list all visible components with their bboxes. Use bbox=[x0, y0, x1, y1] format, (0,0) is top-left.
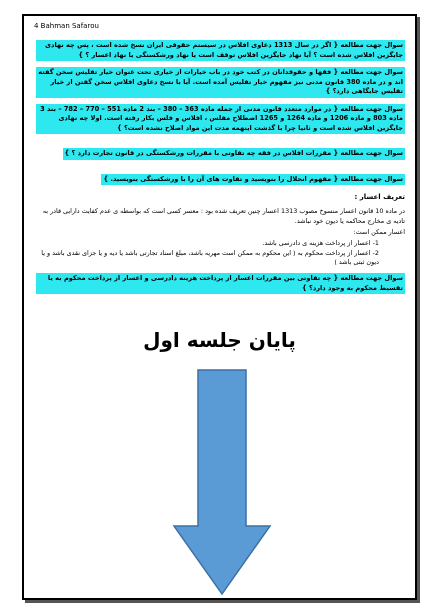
definition-list bbox=[36, 239, 393, 267]
page-content bbox=[36, 40, 405, 300]
study-question-3: سوال جهت مطالعه { در موارد متعدد قانون مدنی از جمله ماده 363 – 380 – بند 2 ماده 551 – 770 – 782 – بند 3 ماده 803 و ماده 1206 و ماده 1264 و 1265 اصطلاح مفلس ، افلاس و فلس بکار رفته است. اولا چه نهادی جایگزین افلاس شده است و ثانیا چرا با گذشت اینهمه مدت این مواد اصلاح نشده است؟ } bbox=[36, 104, 405, 135]
document-page bbox=[22, 14, 417, 600]
short-questions-2 bbox=[36, 166, 405, 192]
definition-intro: اعسار ممکن است: bbox=[353, 228, 405, 237]
list-item: 2- اعسار از پرداخت محکوم به ( این محکوم به ممکن است مهریه باشد، مبلغ اسناد تجارتی باشد یا دیه و یا جزای نقدی باشد و یا دیون ثبتی باشد ) bbox=[41, 248, 379, 266]
study-question-2: سوال جهت مطالعه { فقها و حقوقدانان در کتب خود در باب خیارات از خیاری تحت عنوان خیار تفلیس سخن گفته اند و در ماده 380 قانون مدنی نیز مفهوم خیار تفلیس آمده است. آیا با نسخ دعاوی افلاس سخن گفتن از خیار تفلیس جایگاهی دارد؟ } bbox=[36, 67, 405, 98]
list-item: 1- اعسار از پرداخت هزینه ی دادرسی باشد. bbox=[262, 239, 379, 248]
study-question-1: سوال جهت مطالعه { اگر در سال 1313 دعاوی افلاس در سیستم حقوقی ایران نسخ شده است ، پس چه نهادی جایگزین افلاس شده است ؟ آیا نهاد جایگزین افلاس توقف است یا نهاد ورشکستگی یا نهاد اعسار ؟ } bbox=[36, 40, 405, 61]
study-question-5: سوال جهت مطالعه { مفهوم انحلال را بنویسید و تفاوت های آن را با ورشکستگی بنویسید. } bbox=[101, 174, 405, 186]
definition-title: تعریف اعسار : bbox=[354, 193, 405, 202]
definition-paragraph: در ماده 10 قانون اعسار منسوخ مصوب 1313 اعسار چنین تعریف شده بود : معسر کسی است که بواسطه ی عدم کفایت دارایی قادر به تادیه ی مخارج محاکمه یا دیون خود نباشد. bbox=[42, 207, 405, 225]
study-question-4: سوال جهت مطالعه { مقررات افلاس در فقه چه تفاوتی با مقررات ورشکستگی در قانون تجارت دارد ؟ } bbox=[63, 148, 405, 160]
down-arrow-icon bbox=[172, 368, 272, 596]
session-end-title: پایان جلسه اول bbox=[143, 328, 296, 352]
short-questions bbox=[36, 140, 405, 166]
page-header: 4 Bahman Safarou bbox=[34, 22, 99, 30]
study-question-final: سوال جهت مطالعه { چه تفاوتی بین مقررات اعسار از پرداخت هزینه دادرسی و اعسار از پرداخت محکوم به یا تقسیط محکوم به وجود دارد؟ } bbox=[36, 273, 405, 294]
